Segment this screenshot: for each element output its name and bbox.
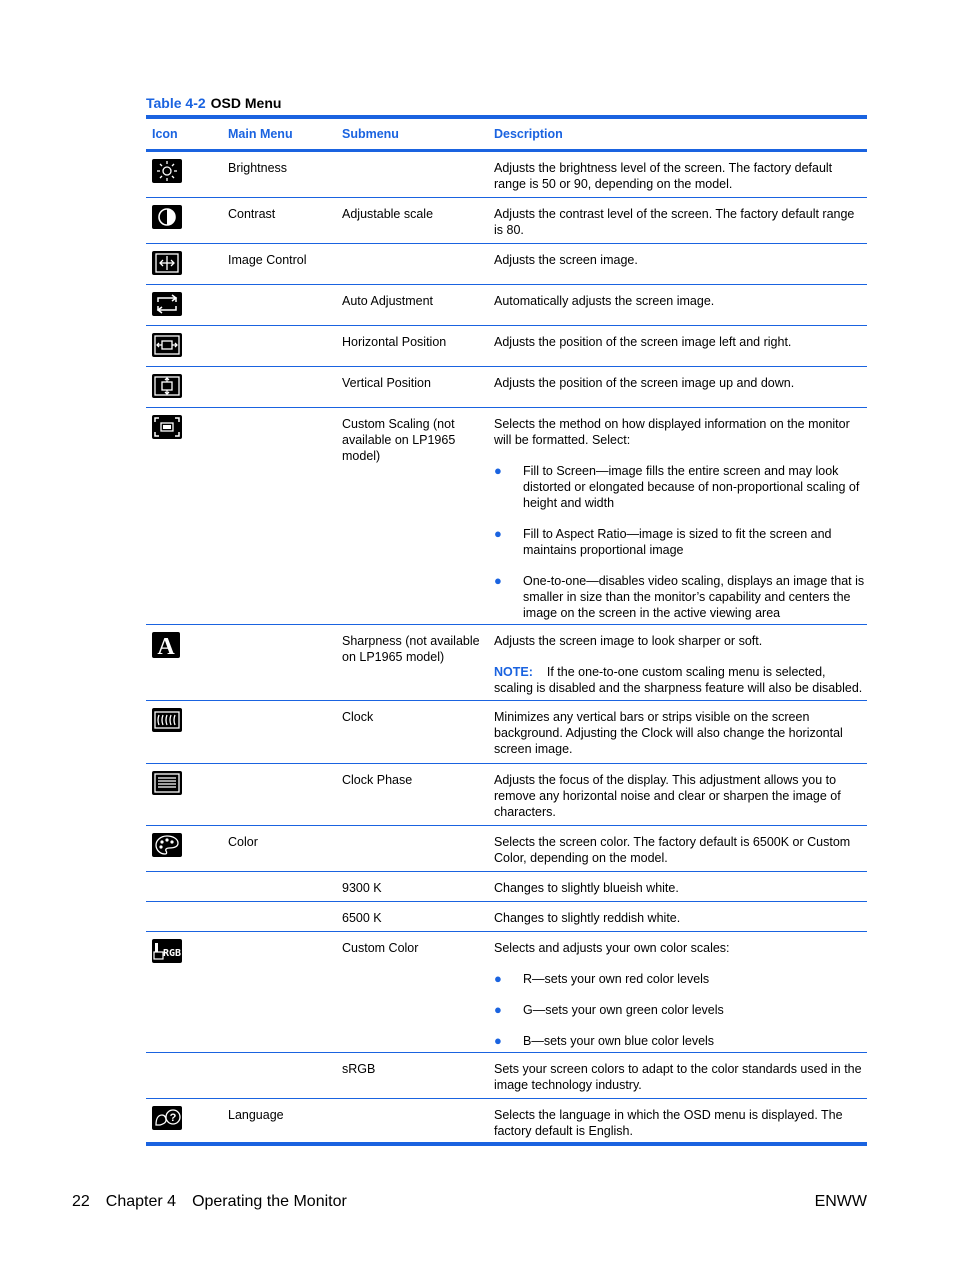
table-row <box>146 701 867 764</box>
svg-text:A: A <box>157 634 175 658</box>
list-item: ● Fill to Screen—image fills the entire screen and may look distorted or elongated because of non-proportional scaling of height and width <box>494 463 860 510</box>
submenu-cell: 6500 K <box>342 911 382 925</box>
table-row <box>146 285 867 326</box>
table-row <box>146 326 867 367</box>
custom-scaling-icon <box>152 415 182 439</box>
description-cell: Adjusts the position of the screen image up and down. <box>494 376 795 390</box>
description-cell: Adjusts the screen image. <box>494 253 638 267</box>
sharpness-icon <box>152 632 180 658</box>
clock-phase-icon <box>152 771 182 795</box>
main-menu-cell: Contrast <box>228 207 276 221</box>
auto-adjustment-icon <box>152 292 182 316</box>
description-cell: Adjusts the screen image to look sharper or soft. NOTE: If the one-to-one custom scaling menu is selected, scaling is disabled and the sharpness feature will also be disabled. <box>494 633 866 696</box>
osd-menu-table <box>146 115 867 1146</box>
page-footer-left <box>72 1193 363 1211</box>
submenu-cell: sRGB <box>342 1062 376 1076</box>
language-icon <box>152 1106 182 1130</box>
main-menu-cell: Image Control <box>228 253 307 267</box>
submenu-cell: Adjustable scale <box>342 207 434 221</box>
list-item: ● Fill to Aspect Ratio—image is sized to fit the screen and maintains proportional image <box>494 526 832 557</box>
description-cell: Automatically adjusts the screen image. <box>494 294 715 308</box>
chapter-title: Operating the Monitor <box>192 1193 347 1210</box>
description-cell: Adjusts the focus of the display. This adjustment allows you to remove any horizontal noise and clear or sharpen the image of characters. <box>494 773 841 819</box>
table-row <box>146 244 867 285</box>
main-menu-cell: Color <box>228 835 258 849</box>
main-menu-cell: Brightness <box>228 161 288 175</box>
note: NOTE: If the one-to-one custom scaling menu is selected, scaling is disabled and the sharpness feature will also be disabled. <box>494 665 863 695</box>
table-row <box>146 1053 867 1099</box>
color-palette-icon <box>152 833 182 857</box>
description-cell: Selects the method on how displayed information on the monitor will be formatted. Select: ● Fill to Screen—image fills the entire screen and may look distorted or elongated because of non-proportional scaling of height and width ● Fill to Aspect Ratio—image is sized to fit the screen and maintains proportional image ● One-to-one—disables video scaling, displays an image that is smaller in size than the monitor’s capability and centers the image on the screen in the active viewing area <box>494 417 865 620</box>
description-cell: Changes to slightly reddish white. <box>494 911 681 925</box>
table-row <box>146 1099 867 1146</box>
submenu-cell: Clock <box>342 710 374 724</box>
description-cell: Adjusts the brightness level of the screen. The factory default range is 50 or 90, depending on the model. <box>494 161 833 191</box>
clock-icon <box>152 708 182 732</box>
submenu-cell: 9300 K <box>342 881 382 895</box>
table-row <box>146 932 867 1053</box>
chapter-label: Chapter 4 <box>105 1193 177 1210</box>
table-row <box>146 367 867 408</box>
vertical-position-icon <box>152 374 182 398</box>
description-cell: Selects the screen color. The factory default is 6500K or Custom Color, depending on the model. <box>494 835 851 865</box>
table-row <box>146 625 867 701</box>
table-number: Table 4-2 <box>146 95 206 111</box>
description-cell: Selects the language in which the OSD menu is displayed. The factory default is English. <box>494 1108 843 1138</box>
description-cell: Adjusts the contrast level of the screen. The factory default range is 80. <box>494 207 855 237</box>
table-header <box>146 115 867 152</box>
submenu-cell: Auto Adjustment <box>342 294 434 308</box>
submenu-cell: Sharpness (not available on LP1965 model) <box>342 634 480 664</box>
list-item: ● One-to-one—disables video scaling, displays an image that is smaller in size than the monitor’s capability and centers the image on the screen in the active viewing area <box>494 573 865 620</box>
svg-text:?: ? <box>169 1112 177 1124</box>
description-cell: Minimizes any vertical bars or strips visible on the screen background. Adjusting the Clock will also change the horizontal screen image. <box>494 710 843 756</box>
table-row <box>146 198 867 244</box>
header-description: Description <box>494 127 563 141</box>
horizontal-position-icon <box>152 333 182 357</box>
table-row <box>146 408 867 625</box>
brightness-icon <box>152 159 182 183</box>
submenu-cell: Horizontal Position <box>342 335 447 349</box>
page-number: 22 <box>72 1193 90 1210</box>
list-item: ● B—sets your own blue color levels <box>494 1033 715 1048</box>
list-item: ● R—sets your own red color levels <box>494 971 710 986</box>
description-cell: Sets your screen colors to adapt to the color standards used in the image technology industry. <box>494 1062 862 1092</box>
table-row <box>146 152 867 198</box>
table-caption <box>146 95 281 111</box>
submenu-cell: Custom Scaling (not available on LP1965 model) <box>342 417 456 463</box>
description-cell: Selects and adjusts your own color scales: ● R—sets your own red color levels ● G—sets your own green color levels ● B—sets your own blue color levels <box>494 940 866 1049</box>
header-icon: Icon <box>152 127 178 141</box>
submenu-cell: Vertical Position <box>342 376 431 390</box>
submenu-cell: Clock Phase <box>342 773 413 787</box>
description-cell: Changes to slightly blueish white. <box>494 881 679 895</box>
table-row <box>146 764 867 826</box>
table-row <box>146 902 867 932</box>
table-title: OSD Menu <box>210 95 282 111</box>
header-submenu: Submenu <box>342 127 399 141</box>
page-footer-right: ENWW <box>814 1193 867 1210</box>
table-row <box>146 872 867 902</box>
list-item: ● G—sets your own green color levels <box>494 1002 724 1017</box>
custom-color-icon <box>152 939 182 963</box>
contrast-icon <box>152 205 182 229</box>
table-row <box>146 826 867 872</box>
main-menu-cell: Language <box>228 1108 284 1122</box>
image-control-icon <box>152 251 182 275</box>
svg-text:RGB: RGB <box>162 948 182 959</box>
submenu-cell: Custom Color <box>342 941 419 955</box>
description-cell: Adjusts the position of the screen image left and right. <box>494 335 792 349</box>
header-main-menu: Main Menu <box>228 127 293 141</box>
